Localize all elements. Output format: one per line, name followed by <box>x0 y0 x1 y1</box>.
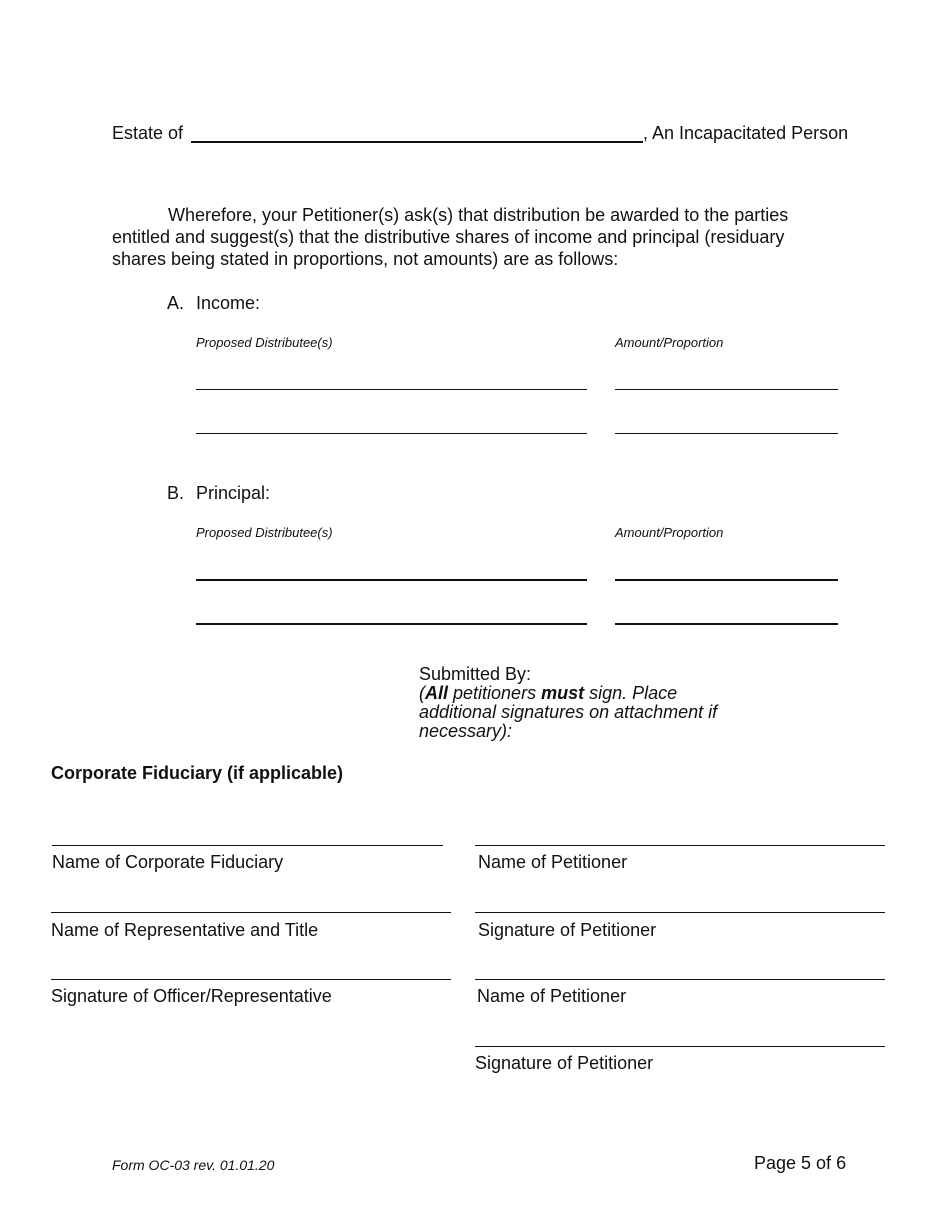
principal-amount-header: Amount/Proportion <box>615 525 724 540</box>
petitioner-signature-label-1: Signature of Petitioner <box>478 920 657 940</box>
submitted-note-line-2: additional signatures on attachment if <box>419 702 718 722</box>
income-amount-field-1[interactable] <box>615 389 838 390</box>
note-must-emphasis: must <box>541 683 585 703</box>
corporate-fiduciary-name-field[interactable] <box>52 845 443 846</box>
principal-heading: Principal: <box>196 483 271 503</box>
page-number: Page 5 of 6 <box>754 1153 847 1173</box>
petitioner-signature-field-2[interactable] <box>475 1046 885 1047</box>
note-petitioners: petitioners <box>448 683 542 703</box>
principal-distributee-field-1[interactable] <box>196 579 587 581</box>
estate-name-field[interactable] <box>191 141 643 143</box>
corporate-fiduciary-heading: Corporate Fiduciary (if applicable) <box>51 763 344 783</box>
income-distributee-header: Proposed Distributee(s) <box>196 335 333 350</box>
principal-letter: B. <box>167 483 185 503</box>
note-open-paren: ( <box>419 683 425 703</box>
income-distributee-field-2[interactable] <box>196 433 587 434</box>
petitioner-signature-field-1[interactable] <box>475 912 885 913</box>
income-letter: A. <box>167 293 185 313</box>
representative-title-field[interactable] <box>51 912 451 913</box>
incapacitated-person-label: , An Incapacitated Person <box>643 123 849 143</box>
submitted-note-line-1 <box>419 684 717 703</box>
principal-amount-field-2[interactable] <box>615 623 838 625</box>
petitioner-name-label-1: Name of Petitioner <box>478 852 628 872</box>
income-amount-header: Amount/Proportion <box>615 335 724 350</box>
petitioner-signature-label-2: Signature of Petitioner <box>475 1053 654 1073</box>
petitioner-name-field-1[interactable] <box>475 845 885 846</box>
income-amount-field-2[interactable] <box>615 433 838 434</box>
intro-paragraph: Wherefore, your Petitioner(s) ask(s) that distribution be awarded to the parties entitled and suggest(s) that the distributive shares of income and principal (residuary shares being stated in proportions, not amounts) are as follows: <box>112 205 789 269</box>
officer-signature-label: Signature of Officer/Representative <box>51 986 332 1006</box>
officer-signature-field[interactable] <box>51 979 451 980</box>
submitted-by-title: Submitted By: <box>419 664 532 684</box>
note-all-emphasis: All <box>425 683 449 703</box>
principal-amount-field-1[interactable] <box>615 579 838 581</box>
corporate-fiduciary-name-label: Name of Corporate Fiduciary <box>52 852 284 872</box>
petitioner-name-field-2[interactable] <box>475 979 885 980</box>
income-distributee-field-1[interactable] <box>196 389 587 390</box>
principal-distributee-field-2[interactable] <box>196 623 587 625</box>
submitted-note-line-3: necessary): <box>419 721 513 741</box>
submitted-by-block <box>419 665 717 741</box>
estate-of-label: Estate of <box>112 123 184 143</box>
principal-distributee-header: Proposed Distributee(s) <box>196 525 333 540</box>
income-heading: Income: <box>196 293 261 313</box>
representative-title-label: Name of Representative and Title <box>51 920 319 940</box>
petitioner-name-label-2: Name of Petitioner <box>477 986 627 1006</box>
note-sign-place: sign. Place <box>584 683 678 703</box>
form-revision-id: Form OC-03 rev. 01.01.20 <box>112 1157 275 1173</box>
